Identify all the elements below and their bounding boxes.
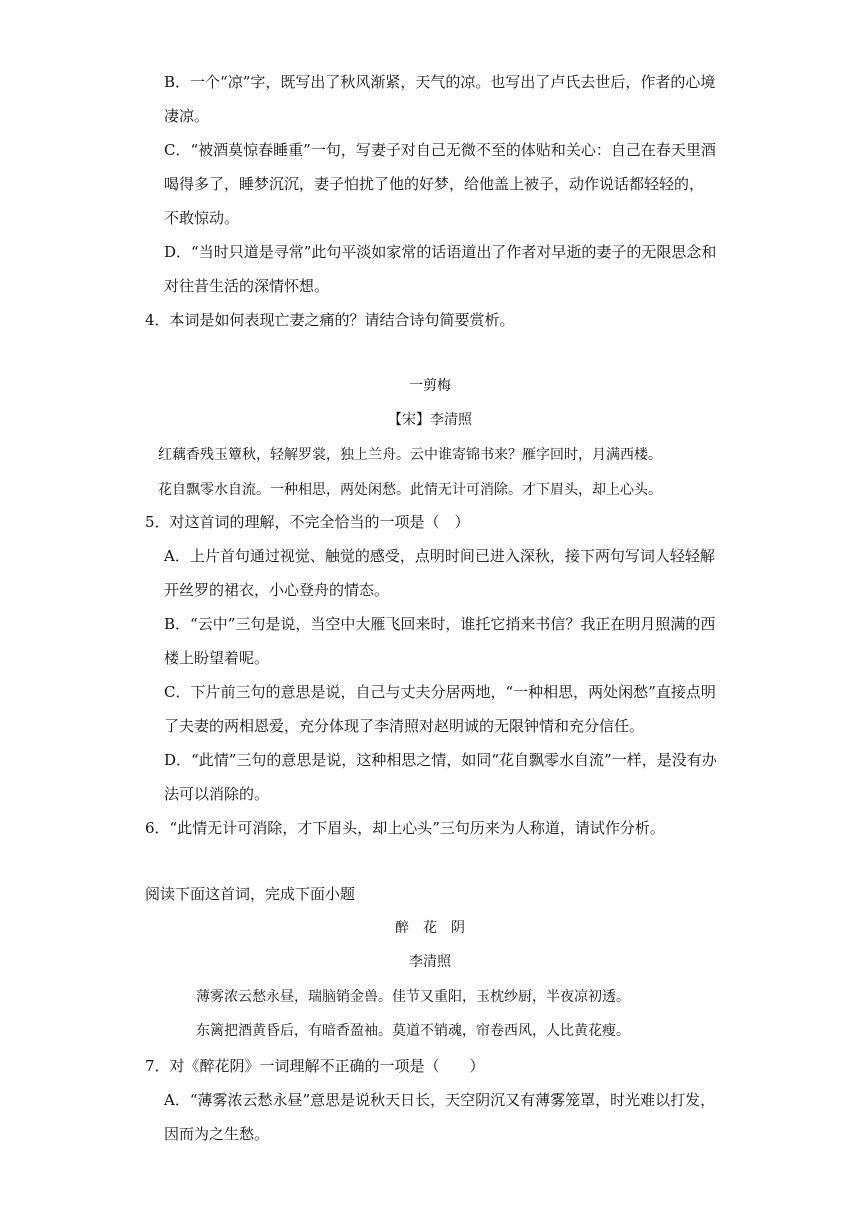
poem2-author: 李清照 (409, 954, 451, 970)
q5-option-c-line-1: C．下片前三句的意思是说，自己与丈夫分居两地，“一种相思，两处闲愁”直接点明 (164, 683, 716, 701)
poem2-line-1: 薄雾浓云愁永昼，瑞脑销金兽。佳节又重阳，玉枕纱厨，半夜凉初透。 (196, 989, 630, 1005)
question-6: 6．“此情无计可消除，才下眉头，却上心头”三句历来为人称道，请试作分析。 (145, 819, 665, 837)
q3-option-c-line-2: 喝得多了，睡梦沉沉，妻子怕扰了他的好梦，给他盖上被子，动作说话都轻轻的， (164, 175, 705, 193)
question-4: 4．本词是如何表现亡妻之痛的？请结合诗句简要赏析。 (145, 311, 515, 329)
reading-instruction: 阅读下面这首词，完成下面小题 (145, 885, 356, 903)
q5-option-a-line-1: A．上片首句通过视觉、触觉的感受，点明时间已进入深秋，接下两句写词人轻轻解 (164, 547, 715, 565)
question-7-stem: 7．对《醉花阴》一词理解不正确的一项是（ ） (145, 1057, 485, 1075)
q7-option-a-line-1: A．“薄雾浓云愁永昼”意思是说秋天日长，天空阴沉又有薄雾笼罩，时光难以打发， (164, 1091, 716, 1109)
q3-option-c-line-1: C．“被酒莫惊春睡重”一句，写妻子对自己无微不至的体贴和关心：自己在春天里酒 (164, 141, 716, 159)
poem2-title: 醉 花 阴 (395, 920, 465, 936)
poem2-line-2: 东篱把酒黄昏后，有暗香盈袖。莫道不销魂，帘卷西风，人比黄花瘦。 (196, 1023, 630, 1039)
q5-option-c-line-2: 了夫妻的两相恩爱，充分体现了李清照对赵明诚的无限钟情和充分信任。 (164, 717, 645, 735)
poem1-author: 【宋】李清照 (388, 412, 472, 428)
question-5-stem: 5．对这首词的理解，不完全恰当的一项是（ ） (145, 513, 470, 531)
q5-option-b-line-2: 楼上盼望着呢。 (164, 649, 270, 667)
poem1-title: 一剪梅 (409, 378, 451, 394)
poem1-line-1: 红藕香残玉簟秋，轻解罗裳，独上兰舟。云中谁寄锦书来？雁字回时，月满西楼。 (158, 447, 662, 463)
q5-option-a-line-2: 开丝罗的裙衣，小心登舟的情态。 (164, 581, 390, 599)
q5-option-d-line-2: 法可以消除的。 (164, 785, 270, 803)
q5-option-d-line-1: D．“此情”三句的意思是说，这种相思之情，如同“花自飘零水自流”一样，是没有办 (164, 751, 717, 769)
q7-option-a-line-2: 因而为之生愁。 (164, 1125, 270, 1143)
q3-option-b-line-1: B．一个“凉”字，既写出了秋风渐紧，天气的凉。也写出了卢氏去世后，作者的心境 (164, 73, 716, 91)
poem1-line-2: 花自飘零水自流。一种相思，两处闲愁。此情无计可消除。才下眉头，却上心头。 (158, 482, 662, 498)
q3-option-d-line-1: D．“当时只道是寻常”此句平淡如家常的话语道出了作者对早逝的妻子的无限思念和 (164, 243, 717, 261)
q3-option-c-line-3: 不敢惊动。 (164, 209, 240, 227)
q3-option-d-line-2: 对往昔生活的深情怀想。 (164, 277, 330, 295)
q5-option-b-line-1: B．“云中”三句是说，当空中大雁飞回来时，谁托它捎来书信？我正在明月照满的西 (164, 615, 716, 633)
q3-option-b-line-2: 凄凉。 (164, 107, 210, 125)
